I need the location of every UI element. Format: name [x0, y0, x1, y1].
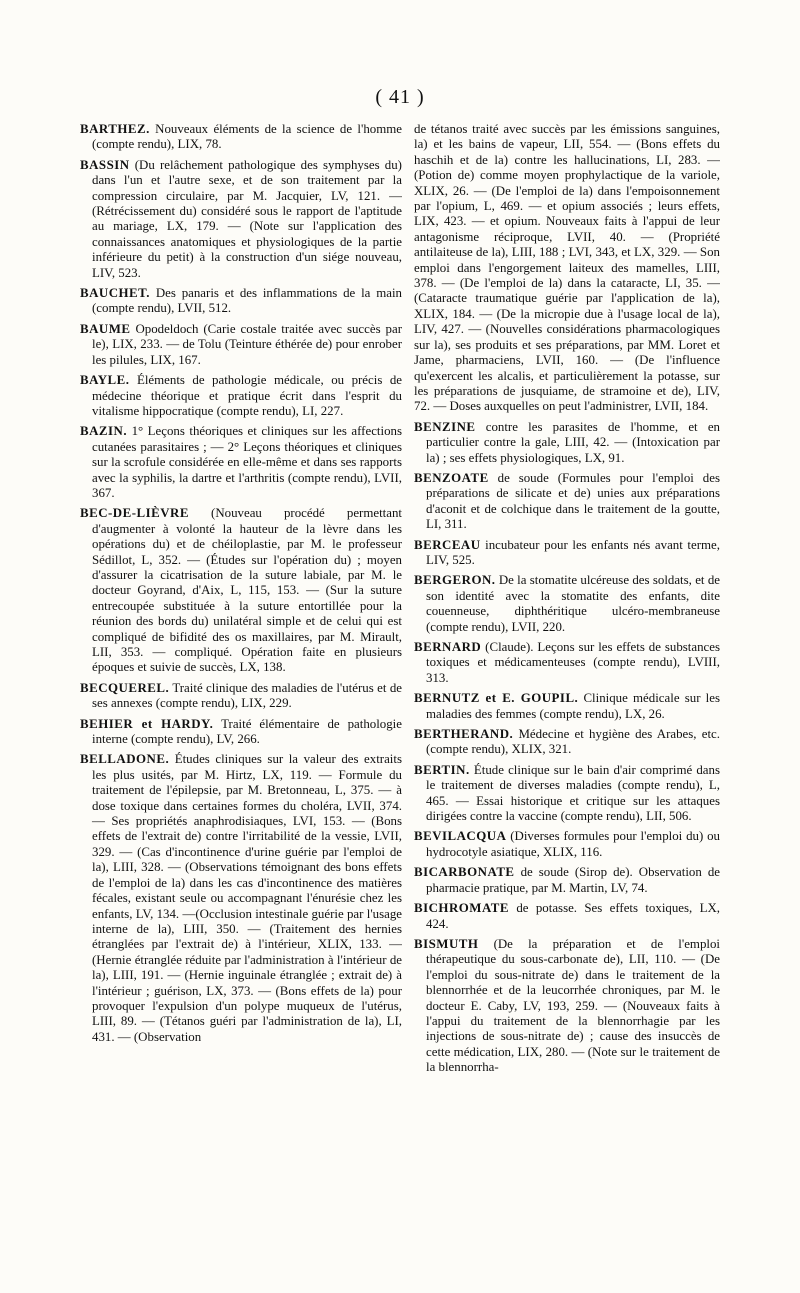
index-entry	[414, 640, 720, 686]
entry-heading: BAUCHET.	[80, 286, 151, 301]
entry-text: Médecine et hygiène des Arabes, etc. (compte rendu), XLIX, 321.	[426, 727, 720, 757]
entry-heading: BERTIN.	[414, 762, 470, 777]
index-entry	[80, 717, 402, 748]
entry-heading: BERNARD	[414, 640, 482, 654]
index-entry	[414, 538, 720, 569]
index-entry	[414, 901, 720, 932]
index-entry	[80, 158, 402, 281]
entry-heading: BASSIN	[80, 157, 130, 172]
entry-text: Traité clinique des maladies de l'utérus et de ses annexes (compte rendu), LIX, 229.	[92, 680, 402, 711]
entry-text: (De la préparation et de l'emploi thérapeutique du sous-carbonate de), LII, 110. — (De l'emploi du sous-nitrate de) dans le traitement de la blennorrhée et de la leucorrhée chroniques, par M. le docteur E. Caby, LV, 193, 259. — (Nouveaux faits à l'appui du traitement de la blennorrhagie par les injections de sous-nitrate de) ; cause des insuccès de cette médication, LIX, 280. — (Note sur le traitement de la blennorrha-	[426, 936, 720, 1075]
entry-text: Opodeldoch (Carie costale traitée avec succès par le), LIX, 233. — de Tolu (Teinture éthérée de) pour enrober les pilules, LIX, 167.	[92, 321, 402, 367]
index-entry	[80, 322, 402, 368]
index-entry	[80, 286, 402, 317]
index-entry	[80, 122, 402, 153]
left-column	[80, 122, 402, 1262]
index-entry	[80, 681, 402, 712]
index-entry-continued	[414, 122, 720, 415]
entry-text: (Du relâchement pathologique des symphyses du) dans l'un et l'autre sexe, et de son traitement par la compression circulaire, par M. Jacquier, LV, 121. — (Rétrécissement du) considéré sous le rapport de l'aptitude au mariage, LX, 179. — (Note sur l'application des connaissances anatomiques et physiologiques de la partie inférieure du petit) à la construction d'un siége nouveau, LIV, 523.	[92, 157, 402, 280]
entry-text: 1° Leçons théoriques et cliniques sur les affections cutanées parasitaires ; — 2° Leçons théoriques et cliniques sur la scrofule considérée en elle-même et dans ses rapports avec la syphilis, la dartre et l'arthritis (compte rendu), LVII, 367.	[92, 424, 402, 500]
entry-heading: BICHROMATE	[414, 901, 510, 916]
entry-text: incubateur pour les enfants nés avant terme, LIV, 525.	[426, 537, 720, 567]
entry-text: Des panaris et des inflammations de la main (compte rendu), LVII, 512.	[92, 286, 402, 316]
index-entry	[414, 573, 720, 635]
entry-text: (Diverses formules pour l'emploi du) ou hydrocotyle asiatique, XLIX, 116.	[426, 829, 720, 859]
page-number: ( 41 )	[375, 86, 425, 108]
index-entry	[414, 691, 720, 722]
entry-heading: BAZIN.	[80, 424, 128, 439]
entry-text: (Claude). Leçons sur les effets de substances toxiques et médicamenteuses (compte rendu), LVIII, 313.	[426, 640, 720, 685]
entry-text: Études cliniques sur la valeur des extraits les plus usités, par M. Hirtz, LX, 119. — Formule du traitement de l'épilepsie, par M. Bretonneau, L, 375. — à dose toxique dans certaines formes du choléra, LVII, 374. — Ses propriétés anaphrodisiaques, LVI, 153. — (Bons effets de l'extrait de) contre l'irritabilité de la vessie, LVII, 329. — (Cas d'incontinence d'urine guérie par l'emploi de la), LIII, 328. — (Observations témoignant des bons effets de l'emploi de la) dans les cas d'incontinence des matières fécales, existant seule ou accompagnant l'énurésie chez les enfants, LV, 134. —(Occlusion intestinale guérie par l'usage interne de la), LIII, 350. — (Traitement des hernies étranglées par l'extrait de) à l'intérieur, XLIX, 133. — (Hernie étranglée réduite par l'administration à l'intérieur de la), LIII, 191. — (Hernie inguinale étranglée ; extrait de) à l'intérieur ; guérison, LX, 373. — (Bons effets de la) pour provoquer l'expulsion d'un polype muqueux de l'utérus, LIII, 89. — (Tétanos guéri par l'administration de la), LI, 431. — (Observation	[92, 752, 402, 1044]
entry-text: (Nouveau procédé permettant d'augmenter à volonté la hauteur de la lèvre dans les opérations du) et de chéiloplastie, par M. le professeur Sédillot, L, 352. — (Études sur l'opération du) ; moyen d'assurer la cicatrisation de la suture labiale, par M. le docteur Goyrand, d'Aix, L, 115, 153. — (Sur la suture entrecoupée substituée à la suture entortillée pour la réunion des bords du) unilatéral simple et de celui qui est compliqué de bifidité des os maxillaires, par M. Mirault, LII, 353. — compliqué. Opération faite en plusieurs époques et suivie de succès, LX, 138.	[92, 506, 402, 675]
entry-text: Clinique médicale sur les maladies des femmes (compte rendu), LX, 26.	[426, 691, 720, 721]
entry-text: Éléments de pathologie médicale, ou précis de médecine théorique et pratique écrit dans l'esprit du vitalisme hippocratique (compte rendu), LI, 227.	[92, 373, 402, 418]
entry-heading: BAUME	[80, 321, 131, 336]
entry-heading: BAYLE.	[80, 373, 130, 388]
right-column	[414, 122, 720, 1262]
entry-text: de tétanos traité avec succès par les émissions sanguines, la) et les bains de vapeur, LII, 554. — (Bons effets du haschih et de la) contre les hallucinations, LI, 283. — (Potion de) comme moyen prophylactique de la variole, XLIX, 26. — (De l'emploi de la) dans l'empoisonnement par l'opium, L, 469. — et opium associés ; leurs effets, LIX, 423. — et opium. Nouveaux faits à l'appui de leur antagonisme réciproque, LVII, 40. — (Propriété antilaiteuse de la), LIII, 188 ; LVI, 343, et LX, 329. — Son emploi dans l'engorgement laiteux des mamelles, LIII, 378. — (De l'emploi de la) dans la cataracte, LI, 35. — (Cataracte traumatique guérie par l'application de la), XLIX, 184. — (De la micropie due à l'usage local de la), LIV, 427. — (Nouvelles considérations pharmacologiques sur la), ses produits et ses préparations, par MM. Loret et Jame, pharmaciens, LVII, 160. — (De l'influence qu'exercent les alcalis, et particulièrement la potasse, sur les préparations de jusquiame, de stramoine et de), LIV, 72. — Doses auxquelles on peut l'administrer, LVII, 184.	[414, 122, 720, 414]
index-entry	[80, 373, 402, 419]
entry-text: De la stomatite ulcéreuse des soldats, et de son identité avec la stomatite des enfants, dite couenneuse, diphthéritique ulcéro-membraneuse (compte rendu), LVII, 220.	[426, 573, 720, 634]
index-entry	[80, 506, 402, 675]
index-entry	[414, 471, 720, 533]
entry-text: Nouveaux éléments de la science de l'homme (compte rendu), LIX, 78.	[92, 122, 402, 152]
entry-heading: BISMUTH	[414, 936, 479, 951]
entry-heading: BERTHERAND.	[414, 727, 514, 742]
index-entry	[80, 424, 402, 501]
entry-heading: BEC-DE-LIÈVRE	[80, 506, 189, 521]
entry-heading: BICARBONATE	[414, 865, 515, 880]
entry-heading: BERNUTZ et E. GOUPIL.	[414, 691, 579, 706]
index-entry	[414, 937, 720, 1076]
entry-heading: BENZINE	[414, 419, 476, 434]
index-entry	[414, 829, 720, 860]
entry-heading: BEVILACQUA	[414, 829, 507, 844]
entry-heading: BENZOATE	[414, 470, 489, 485]
index-entry	[414, 420, 720, 466]
index-entry	[414, 763, 720, 825]
entry-heading: BERGERON.	[414, 573, 496, 588]
index-entry	[414, 727, 720, 758]
entry-heading: BEHIER et HARDY.	[80, 716, 214, 731]
entry-heading: BECQUEREL.	[80, 680, 170, 695]
entry-text: de potasse. Ses effets toxiques, LX, 424.	[426, 901, 720, 931]
entry-heading: BERCEAU	[414, 537, 481, 552]
entry-text: contre les parasites de l'homme, et en particulier contre la gale, LIII, 42. — (Intoxication par la) ; ses effets physiologiques, LX, 91.	[426, 419, 720, 465]
entry-heading: BARTHEZ.	[80, 122, 150, 136]
entry-text: de soude (Formules pour l'emploi des préparations de silicate et de) unies aux préparations d'aconit et de colchique dans le traitement de la goutte, LI, 311.	[426, 470, 720, 532]
entry-text: Étude clinique sur le bain d'air comprimé dans le traitement de diverses maladies (compte rendu), L, 465. — Essai historique et critique sur les attaques dirigées contre la vaccine (compte rendu), LII, 506.	[426, 762, 720, 824]
index-entry	[414, 865, 720, 896]
entry-text: de soude (Sirop de). Observation de pharmacie pratique, par M. Martin, LV, 74.	[426, 865, 720, 895]
entry-heading: BELLADONE.	[80, 752, 170, 767]
index-entry	[80, 752, 402, 1045]
entry-text: Traité élémentaire de pathologie interne (compte rendu), LV, 266.	[92, 716, 402, 747]
